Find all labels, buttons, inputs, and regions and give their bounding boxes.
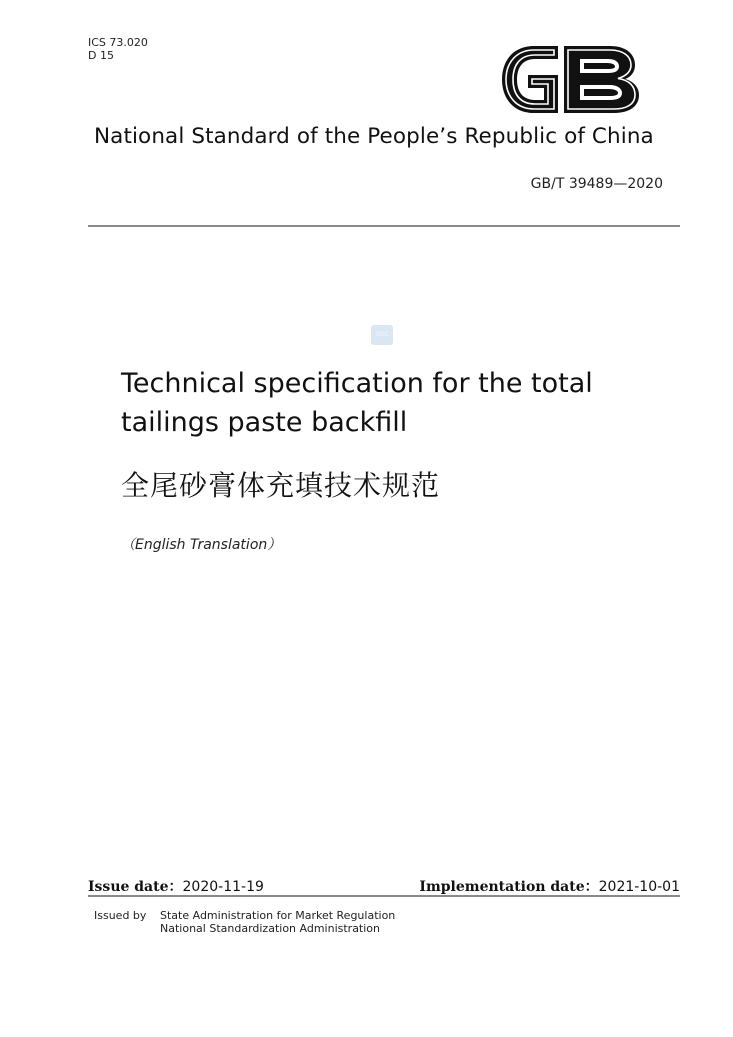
issue-date-label: Issue date： — [88, 879, 183, 895]
issuer-line: State Administration for Market Regulation — [160, 909, 396, 922]
issue-date-value: 2020-11-19 — [182, 879, 264, 895]
english-title: Technical specification for the total tailings paste backfill — [121, 368, 593, 438]
standard-number: GB/T 39489—2020 — [530, 176, 663, 192]
implementation-date-value: 2021-10-01 — [598, 879, 680, 895]
date-row — [88, 876, 680, 896]
translation-note: （English Translation） — [121, 537, 282, 553]
chinese-title: 全尾砂膏体充填技术规范 — [121, 469, 441, 502]
ccs-code: D 15 — [88, 49, 114, 62]
top-divider — [88, 225, 680, 227]
classification-codes — [88, 36, 148, 62]
implementation-date-label: Implementation date： — [419, 879, 599, 895]
issue-date — [88, 876, 264, 896]
bottom-divider — [88, 895, 680, 897]
issuer-line: National Standardization Administration — [160, 922, 381, 935]
national-standard-title: National Standard of the People’s Republic of China — [94, 124, 654, 149]
watermark-icon: SDC — [371, 325, 393, 345]
implementation-date — [419, 876, 680, 896]
issuer-names — [160, 909, 395, 935]
ics-code: ICS 73.020 — [88, 36, 148, 49]
gb-logo-icon — [498, 42, 643, 117]
issued-by-label: Issued by — [94, 909, 147, 922]
